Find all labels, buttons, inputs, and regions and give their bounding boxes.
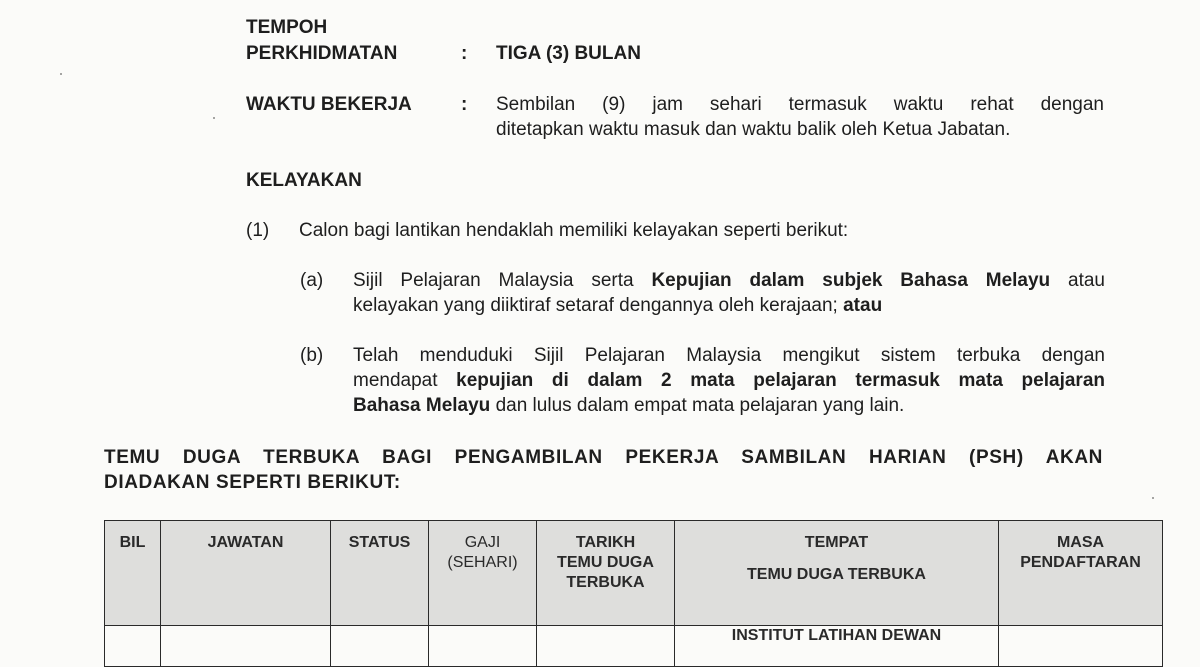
col-status-label: STATUS (348, 534, 411, 551)
cell-jawatan (161, 626, 331, 667)
col-bil (105, 521, 161, 626)
item-b-line3 (353, 395, 904, 417)
cell-masa (999, 626, 1163, 667)
kelayakan-heading: KELAYAKAN (246, 170, 362, 191)
tempoh-colon: : (461, 43, 468, 64)
item-b-line3-bold: Bahasa Melayu (353, 395, 491, 416)
col-gaji-line2: (SEHARI) (447, 554, 518, 571)
cell-gaji (429, 626, 537, 667)
col-tarikh-line1: TARIKH (575, 534, 636, 551)
item-b-line3-post: dan lulus dalam empat mata pelajaran yang lain. (490, 395, 905, 416)
item-b-label: (b) (300, 345, 324, 366)
announcement-line1: TEMU DUGA TERBUKA BAGI PENGAMBILAN PEKERJA SAMBILAN HARIAN (PSH) AKAN (104, 447, 1103, 468)
col-tempat-line2: TEMU DUGA TERBUKA (747, 566, 926, 583)
item-a-line1-post: atau (1050, 270, 1105, 291)
item-a-line2-pre: kelayakan yang diiktiraf setaraf dengannya oleh kerajaan; (353, 295, 844, 316)
waktu-value-line1: Sembilan (9) jam sehari termasuk waktu rehat dengan (496, 94, 1104, 115)
col-masa (999, 521, 1163, 626)
col-jawatan-label: JAWATAN (207, 534, 284, 551)
interview-table (104, 520, 1163, 667)
col-gaji-line1: GAJI (464, 534, 501, 551)
col-tempat-line1: TEMPAT (804, 534, 869, 551)
item1-number: (1) (246, 220, 270, 241)
table-header-row (105, 521, 1163, 626)
col-bil-label: BIL (119, 534, 146, 551)
scan-speck (60, 73, 62, 75)
item-a-line1 (353, 270, 1105, 292)
waktu-colon: : (461, 94, 468, 115)
item-b-line2 (353, 370, 1105, 392)
col-tarikh (537, 521, 675, 626)
col-masa-line1: MASA (1056, 534, 1105, 551)
col-jawatan (161, 521, 331, 626)
item-b-line2-pre: mendapat (353, 370, 457, 391)
item1-text: Calon bagi lantikan hendaklah memiliki kelayakan seperti berikut: (299, 220, 849, 241)
tempoh-label-line2: PERKHIDMATAN (246, 43, 398, 64)
col-tempat (675, 521, 999, 626)
tempoh-label-line1: TEMPOH (246, 17, 328, 38)
cell-status (331, 626, 429, 667)
waktu-label: WAKTU BEKERJA (246, 94, 412, 115)
item-a-line1-bold: Kepujian dalam subjek Bahasa Melayu (651, 270, 1051, 291)
col-tarikh-line2: TEMU DUGA (557, 554, 654, 571)
scan-speck (213, 117, 215, 119)
cell-tempat (675, 626, 999, 667)
item-a-label: (a) (300, 270, 324, 291)
col-gaji (429, 521, 537, 626)
item-b-line1: Telah menduduki Sijil Pelajaran Malaysia mengikut sistem terbuka dengan (353, 345, 1105, 366)
cell-tarikh (537, 626, 675, 667)
cell-bil (105, 626, 161, 667)
scan-speck (1152, 497, 1154, 499)
item-a-line1-pre: Sijil Pelajaran Malaysia serta (353, 270, 652, 291)
item-a-line2 (353, 295, 882, 317)
cell-tempat-text: INSTITUT LATIHAN DEWAN (731, 627, 942, 644)
item-b-line2-bold: kepujian di dalam 2 mata pelajaran termasuk mata pelajaran (456, 370, 1105, 391)
col-tarikh-line3: TERBUKA (566, 574, 645, 591)
announcement-line2: DIADAKAN SEPERTI BERIKUT: (104, 472, 401, 493)
waktu-value-line2: ditetapkan waktu masuk dan waktu balik oleh Ketua Jabatan. (496, 119, 1011, 140)
col-masa-line2: PENDAFTARAN (1020, 554, 1141, 571)
table-row (105, 626, 1163, 667)
col-status (331, 521, 429, 626)
tempoh-value: TIGA (3) BULAN (496, 43, 641, 64)
item-a-line2-bold: atau (843, 295, 883, 316)
